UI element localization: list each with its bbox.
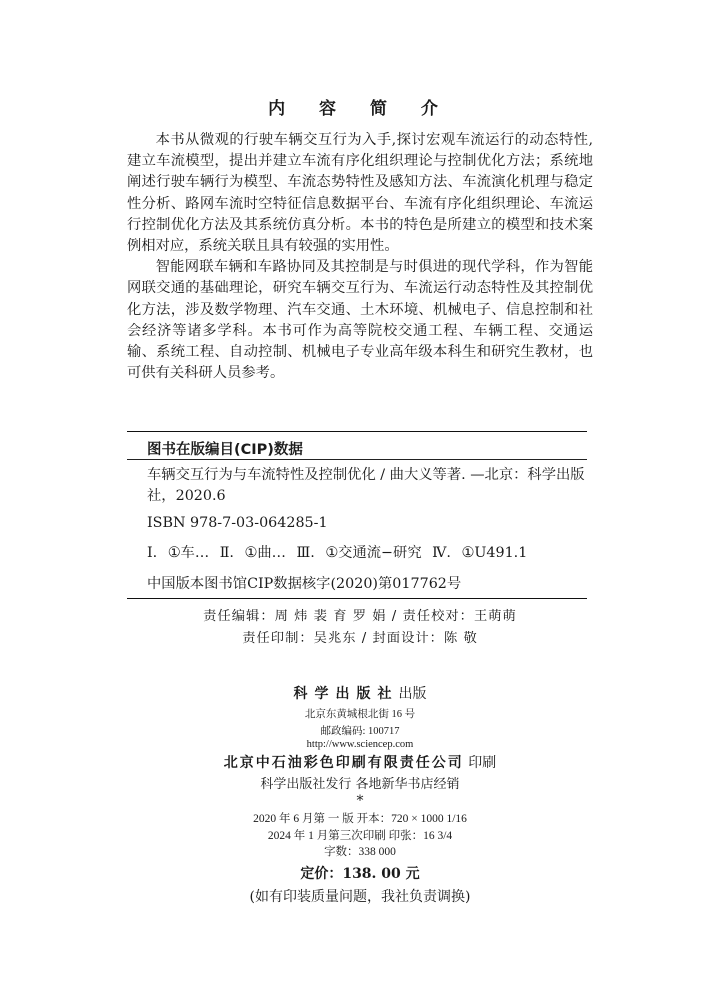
printer-suffix: 印刷 [468,755,497,771]
content-summary [127,130,593,384]
quality-notice: (如有印装质量问题，我社负责调换) [249,889,471,905]
price-label: 定价： [300,866,343,882]
summary-paragraph-1: 本书从微观的行驶车辆交互行为入手,探讨宏观车流运行的动态特性,建立车流模型，提出并建立车流有序化组织理论与控制优化方法；系统地阐述行驶车辆行为模型、车流态势特性及感知方法、车流演化机理与稳定性分析、路网车流时空特征信息数据平台、车流有序化组织理论、车流运行控制优化方法及其系统仿真分析。本书的特色是所建立的模型和技术案例相对应，系统关联且具有较强的实用性。 [127,132,593,255]
publisher-name: 科学出版社 [293,686,399,702]
cip-heading-rule [127,459,587,460]
publisher-address: 北京东黄城根北街 16 号 [304,709,416,720]
separator-mark: * [356,793,364,809]
cip-bottom-rule [127,598,587,599]
cip-title-line: 车辆交互行为与车流特性及控制优化 / 曲大义等著. —北京：科学出版社，2020.6 [147,467,585,504]
publisher-website: http://www.sciencep.com [306,739,414,750]
editor-credits: 责任编辑：周 炜 裴 育 罗 娟 / 责任校对：王萌萌 [203,609,517,624]
cip-top-rule [127,431,587,432]
cip-isbn: ISBN 978-7-03-064285-1 [147,515,328,531]
page-title: 内 容 简 介 [268,99,452,119]
word-count: 字数：338 000 [324,846,396,858]
cip-heading: 图书在版编目(CIP)数据 [147,442,303,458]
cip-classification: Ⅰ. ①车… Ⅱ. ①曲… Ⅲ. ①交通流−研究 Ⅳ. ①U491.1 [147,545,528,561]
distribution-line: 科学出版社发行 各地新华书店经销 [260,777,460,792]
printer-line [0,752,720,772]
publisher-postcode: 邮政编码: 100717 [320,726,400,737]
printer-name: 北京中石油彩色印刷有限责任公司 [223,755,464,771]
edition-line-1: 2020 年 6 月第 一 版 开本：720 × 1000 1/16 [253,813,467,825]
cip-number: 中国版本图书馆CIP数据核字(2020)第017762号 [147,576,462,592]
publisher-suffix: 出版 [398,686,427,702]
price-line [0,863,720,883]
production-credits: 责任印制：吴兆东 / 封面设计：陈 敬 [242,631,478,646]
edition-line-2: 2024 年 1 月第三次印刷 印张：16 3/4 [267,830,453,842]
summary-paragraph-2: 智能网联车辆和车路协同及其控制是与时俱进的现代学科，作为智能网联交通的基础理论，研究车辆交互行为、车流运行动态特性及其控制优化方法，涉及数学物理、汽车交通、土木环境、机械电子、信息控制和社会经济等诸多学科。本书可作为高等院校交通工程、车辆工程、交通运输、系统工程、自动控制、机械电子专业高年级本科生和研究生教材，也可供有关科研人员参考。 [127,259,593,382]
publisher-line [0,683,720,703]
price-value: 138. 00 元 [342,866,420,882]
